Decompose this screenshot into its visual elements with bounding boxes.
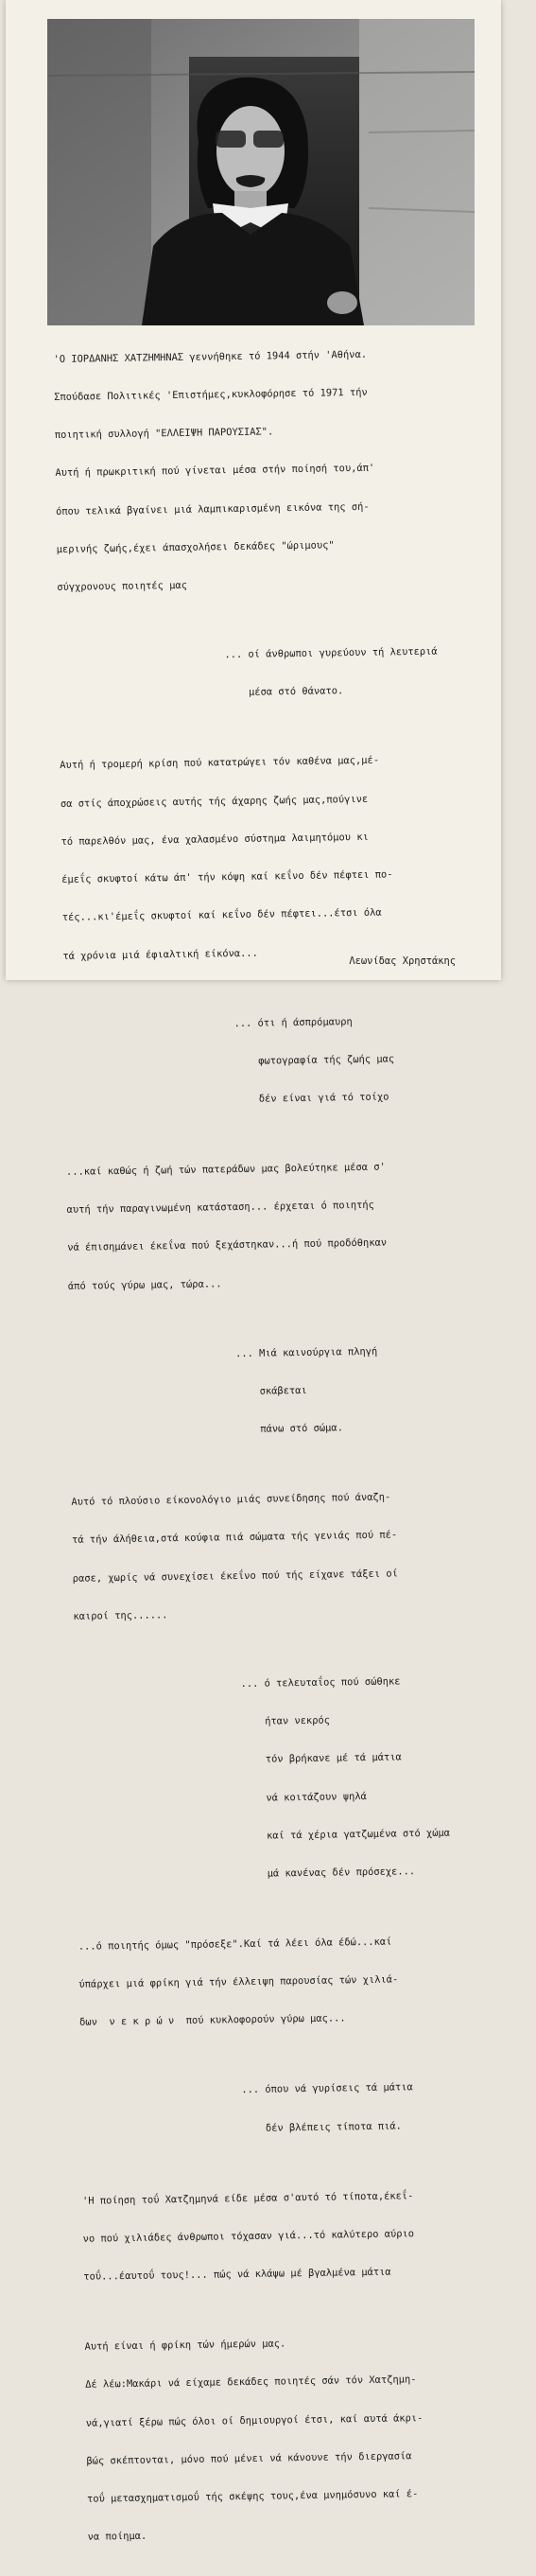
text-line: όπου τελικά βγαίνει μιά λαμπικαρισμένη εικόνα της σή-	[55, 500, 370, 517]
text-line: 'Ο ΙΟΡΔΑΝΗΣ ΧΑΤΖΗΜΗΝΑΣ γεννήθηκε τό 1944 στήν 'Αθήνα.	[53, 348, 368, 365]
text-line: τοΰ μετασχηματισμοΰ τής σκέψης τους,ένα μνημόσυνο καί έ-	[86, 2488, 419, 2505]
text-line: τές...κι'έμεΐς σκυφτοί καί κεΐνο δέν πέφτει...έτσι όλα	[61, 906, 382, 924]
verse-quote	[69, 1318, 519, 1464]
paragraph	[78, 1909, 527, 2056]
verse-line: ... όπου νά γυρίσεις τά μάτια	[241, 2081, 413, 2096]
text-line: δων ν ε κ ρ ώ ν πού κυκλοφορούν γύρω μας...	[79, 2012, 346, 2029]
text-line: τά τήν άλήθεια,στά κούφια πιά σώματα τής γενιάς πού πέ-	[72, 1529, 398, 1547]
text-line: σύγχρονους ποιητές μας	[57, 579, 188, 594]
verse-quote	[80, 2055, 530, 2164]
author-photo	[47, 19, 475, 325]
text-line: σα στίς άποχρώσεις αυτής τής άχαρης ζωής μας,πούγινε	[60, 793, 369, 810]
portrait-image	[47, 19, 475, 325]
verse-line: πάνω στό σώμα.	[236, 1422, 344, 1436]
verse-line: ... ότι ή άσπρόμαυρη	[233, 1015, 353, 1029]
text-line: 'Η ποίηση τοΰ Χατζημηνά είδε μέσα σ'αυτό τό τίποτα,έκεΐ-	[82, 2189, 414, 2207]
verse-line: ήταν νεκρός	[241, 1714, 331, 1728]
text-line: μερινής ζωής,έχει άπασχολήσει δεκάδες "ώριμους"	[56, 539, 335, 555]
paragraph	[60, 727, 511, 989]
text-line: Δέ λέω:Μακάρι νά είχαμε δεκάδες ποιητές σάν τόν Χατζημη-	[85, 2374, 417, 2392]
text-line: ρασε, χωρίς νά συνεχίσει έκεΐνο πού τής είχανε τάξει οί	[72, 1568, 398, 1585]
page	[6, 0, 501, 2543]
verse-quote	[58, 620, 508, 728]
bio-paragraph	[53, 322, 506, 621]
text-line: Αυτή ή πρωκριτική πού γίνεται μέσα στήν ποίησή του,άπ'	[55, 463, 375, 480]
verse-line: σκάβεται	[235, 1384, 307, 1398]
verse-line: νά κοιτάζουν ψηλά	[242, 1790, 367, 1804]
text-line: Σπούδασε Πολιτικές 'Επιστήμες,κυκλοφόρησε τό 1971 τήν	[54, 386, 368, 404]
text-line: τοΰ...έαυτοΰ τους!... πώς νά κλάψω μέ βγαλμένα μάτια	[83, 2266, 391, 2283]
paragraph	[71, 1464, 522, 1649]
verse-line: ... οί άνθρωποι γυρεύουν τή λευτεριά	[224, 645, 438, 661]
text-line: νά έπισημάνει έκεΐνα πού ξεχάστηκαν...ή πού προδόθηκαν	[67, 1237, 388, 1254]
text-line: Αυτή είναι ή φρίκη τών ήμερών μας.	[84, 2338, 286, 2353]
verse-line: δέν βλέπεις τίποτα πιά.	[241, 2120, 402, 2134]
paragraph	[65, 1134, 516, 1319]
text-line: να ποίημα.	[87, 2530, 147, 2543]
text-line: αυτή τήν παραγινωμένη κατάσταση... έρχεται ό ποιητής	[66, 1199, 374, 1217]
text-line: καιροί της......	[73, 1609, 168, 1622]
text-line: ποιητική συλλογή "ΕΛΛΕΙΨΗ ΠΑΡΟΥΣΙΑΣ".	[54, 426, 274, 442]
text-line: τό παρελθόν μας, ένα χαλασμένο σύστημα λαιμητόμου κι	[61, 831, 369, 848]
article-text	[53, 322, 536, 2576]
verse-quote	[74, 1648, 526, 1909]
text-line: ύπάρχει μιά φρίκη γιά τήν έλλειψη παρουσίας τών χιλιά-	[78, 1973, 399, 1990]
text-line: νο πού χιλιάδες άνθρωποι τόχασαν γιά...τό καλύτερο αύριο	[82, 2228, 415, 2245]
author-signature: Λεωνίδας Χρηστάκης	[349, 955, 456, 967]
paragraph	[84, 2309, 536, 2570]
verse-line: ... Μιά καινούργια πληγή	[234, 1345, 378, 1359]
verse-line: καί τά χέρια γατζωμένα στό χώμα	[242, 1827, 451, 1842]
verse-line: δέν είναι γιά τό τοίχο	[234, 1091, 389, 1106]
text-line: ...ό ποιητής όμως "πρόσεξε".Καί τά λέει όλα έδώ...καί	[78, 1936, 392, 1953]
text-line: βώς σκέπτονται, μόνο πού μένει νά κάνουνε τήν διεργασία	[86, 2450, 412, 2467]
verse-line: φωτογραφία τής ζωής μας	[234, 1053, 395, 1067]
verse-line: τόν βρήκανε μέ τά μάτια	[241, 1751, 402, 1766]
text-line: έμεΐς σκυφτοί κάτω άπ' τήν κόψη καί κεΐνο δέν πέφτει πο-	[61, 868, 393, 885]
verse-line: ... ό τελευταΐος πού σώθηκε	[240, 1675, 401, 1690]
paragraph	[82, 2163, 532, 2309]
text-line: Αυτή ή τρομερή κρίση πού κατατρώγει τόν καθένα μας,μέ-	[60, 755, 380, 772]
text-line: Αυτό τό πλούσιο είκονολόγιο μιάς συνείδησης πού άναζη-	[71, 1491, 391, 1509]
text-line: νά,γιατί ξέρω πώς όλοι οί δημιουργοί έτσι, καί αυτά άκρι-	[85, 2411, 424, 2429]
verse-line: μά κανένας δέν πρόσεχε...	[243, 1866, 416, 1880]
verse-quote	[63, 988, 513, 1134]
text-line: τά χρόνια μιά έφιαλτική είκόνα...	[62, 947, 258, 962]
verse-line: μέσα στό θάνατο.	[224, 685, 344, 699]
text-line: ...καί καθώς ή ζωή τών πατεράδων μας βολεύτηκε μέσα σ'	[65, 1161, 386, 1178]
text-line: άπό τούς γύρω μας, τώρα...	[67, 1277, 222, 1292]
